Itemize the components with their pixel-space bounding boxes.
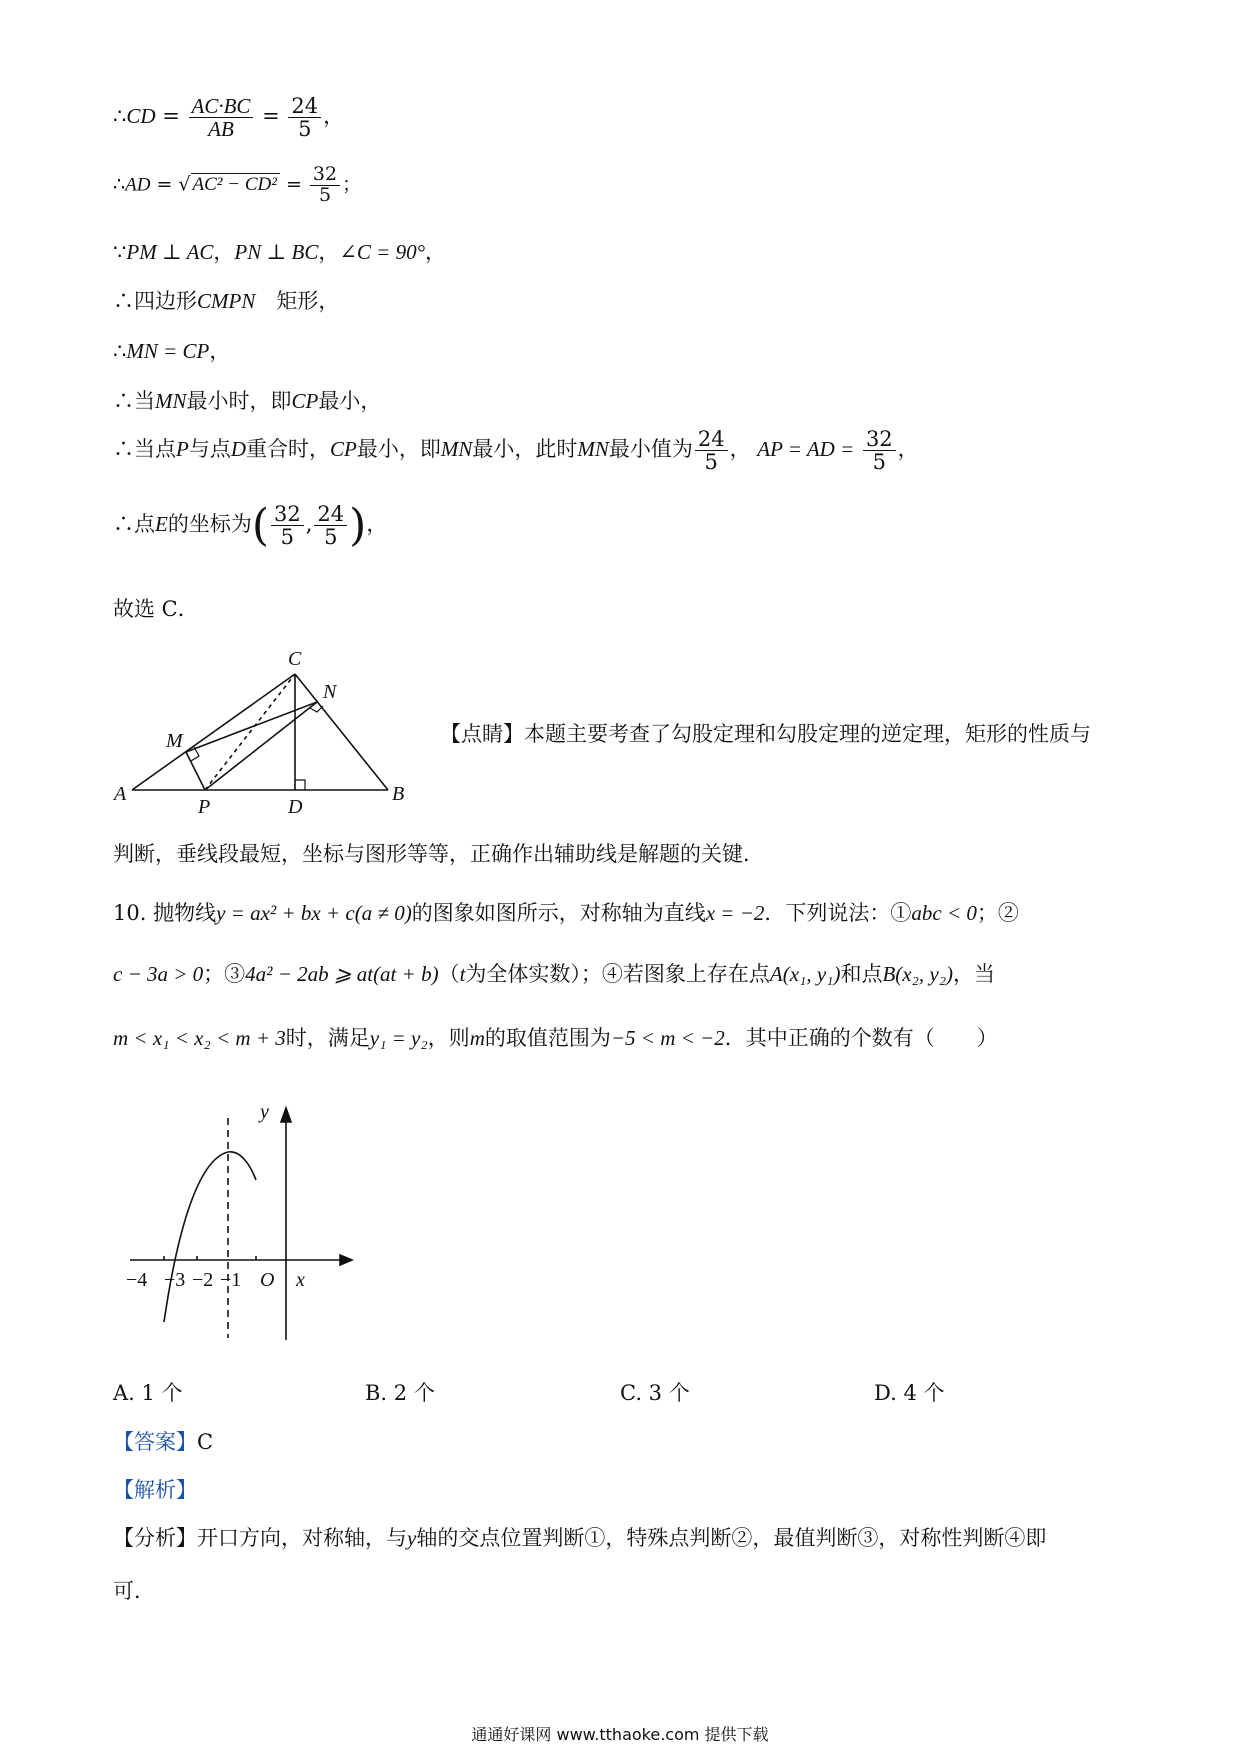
option-a[interactable]: A. 1 个 [113,1381,183,1405]
line-p-d: ∴当点P与点D重合时，CP最小，即MN最小，此时MN最小值为 $\frac{24}{5}$ ， AP = AD = $\frac{32}{5}$ ， [113,427,919,475]
line-mn-cp: ∴MN = CP， [113,339,231,363]
line-mn-min: ∴当MN最小时，即CP最小， [113,389,382,413]
label-a: A [114,783,127,805]
line-rectangle: ∴四边形CMPN 矩形， [113,289,340,313]
option-c[interactable]: C. 3 个 [620,1381,690,1405]
parabola-figure [120,1100,360,1350]
side-ac [132,674,295,790]
line-choose-c: 故选 C． [113,597,199,621]
q10-line1: 10. 抛物线y = ax² + bx + c(a ≠ 0)的图象如图所示，对称轴为直线x = −2．下列说法：①abc < 0；② [113,901,1019,925]
answer-line: 【答案】C [113,1430,214,1454]
dianjing-line1: 【点睛】本题主要考查了勾股定理和勾股定理的逆定理，矩形的性质与 [440,722,1091,746]
label-origin: O [260,1269,275,1291]
x-axis-arrow [340,1255,352,1265]
label-b: B [392,783,405,805]
eq-cd: ∴CD = $\frac{AC\cdot BC}{AB}$ = $\frac{24}{5}$ ， [113,94,345,142]
triangle-figure [110,640,420,820]
label-x: x [296,1269,305,1291]
q10-line3: m < x₁ < x₂ < m + 3时，满足y₁ = y₂，则m的取值范围为−5 < m < −2．其中正确的个数有（ ） [113,1026,998,1050]
label-p: P [198,796,211,818]
eq-ad: ∴AD = √ AC² − CD² = $\frac{32}{5}$ ； [113,163,362,206]
side-cb [295,674,388,790]
y-axis-arrow [281,1108,291,1122]
tick-label-m1: −1 [220,1269,242,1291]
tick-label-m3: −3 [164,1269,186,1291]
q10-line2: c − 3a > 0；③4a² − 2ab ⩾ at(at + b)（t为全体实数）；④若图象上存在点A(x₁, y₁)和点B(x₂, y₂)，当 [113,962,996,986]
label-m: M [166,730,183,752]
jiexi-heading: 【解析】 [113,1478,197,1502]
label-c: C [288,648,302,670]
page-footer: 通通好课网 www.tthaoke.com 提供下载 [471,1725,769,1744]
label-y: y [260,1101,269,1123]
label-n: N [323,681,337,703]
line-perpendicular: ∵PM ⊥ AC，PN ⊥ BC，∠C = 90°， [113,240,446,264]
fenxi-line1: 【分析】开口方向，对称轴，与y轴的交点位置判断①，特殊点判断②，最值判断③，对称性判断④即 [113,1526,1047,1550]
segment-cp-dashed [205,674,295,790]
label-d: D [288,796,303,818]
segment-pn [205,702,317,790]
tick-label-m4: −4 [126,1269,148,1291]
right-angle-d [295,780,305,790]
option-b[interactable]: B. 2 个 [365,1381,435,1405]
tick-label-m2: −2 [192,1269,214,1291]
parabola-curve [164,1152,256,1322]
segment-mn [186,702,317,752]
dianjing-line2: 判断，垂线段最短，坐标与图形等等，正确作出辅助线是解题的关键． [113,842,764,866]
line-e-coord: ∴点E的坐标为( $\frac{32}{5}$ , $\frac{24}{5}$ )， [113,500,388,551]
fenxi-line2: 可． [113,1579,155,1603]
option-d[interactable]: D. 4 个 [874,1381,945,1405]
